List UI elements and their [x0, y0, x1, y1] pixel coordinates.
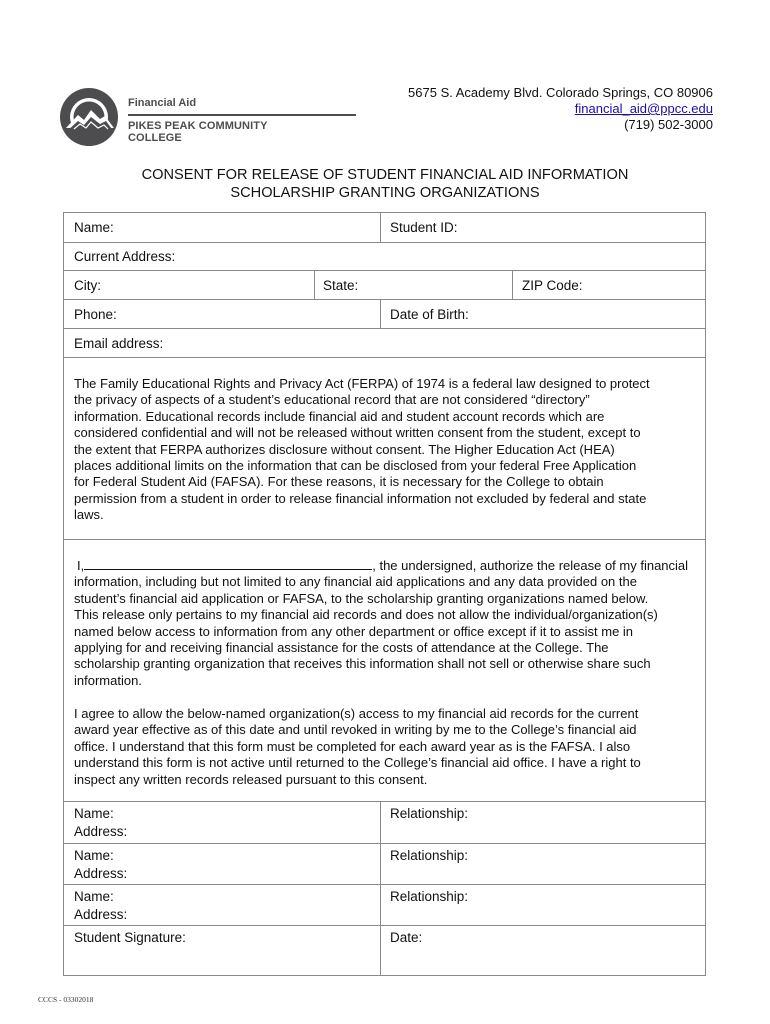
text-line: award year effective as of this date and until revoked in writing by me to the College’s financial aid	[74, 722, 637, 738]
col-divider	[380, 299, 381, 328]
text-line: This release only pertains to my financial aid records and does not allow the individual/organization(s)	[74, 607, 658, 623]
logo-title: Financial Aid	[128, 97, 197, 109]
text-line: considered confidential and will not be released without written consent from the student, except to	[74, 425, 641, 441]
org-2-address-field[interactable]: Address:	[74, 866, 128, 881]
text-line: the privacy of aspects of a student’s educational record that are not considered “directory”	[74, 392, 590, 408]
state-field[interactable]: State:	[323, 278, 359, 293]
text-line: understand this form is not active until returned to the College’s financial aid office. I have a right to	[74, 755, 641, 771]
col-divider	[380, 801, 381, 976]
org-1-name-field[interactable]: Name:	[74, 806, 114, 821]
row-divider	[64, 242, 705, 243]
row-divider	[64, 884, 705, 885]
city-field[interactable]: City:	[74, 278, 101, 293]
row-divider	[64, 299, 705, 300]
student-name-blank[interactable]	[84, 557, 372, 570]
college-logo	[60, 88, 320, 148]
agreement-paragraph	[74, 706, 696, 788]
text-line: information. Educational records include financial aid and student account records which are	[74, 408, 605, 424]
student-id-field[interactable]: Student ID:	[390, 220, 458, 235]
text-line: I agree to allow the below-named organization(s) access to my financial aid records for the current	[74, 706, 639, 721]
ferpa-paragraph	[74, 376, 696, 524]
text-line: laws.	[74, 507, 104, 523]
text-line: The Family Educational Rights and Privacy Act (FERPA) of 1974 is a federal law designed to protect	[74, 376, 650, 391]
org-3-name-field[interactable]: Name:	[74, 889, 114, 904]
text-line: information.	[74, 672, 142, 688]
text-line: applying for and receiving financial assistance for the costs of attendance at the College. The	[74, 640, 609, 656]
org-1-relationship-field[interactable]: Relationship:	[390, 806, 469, 821]
contact-block	[408, 85, 713, 133]
section-divider	[64, 801, 705, 802]
phone-number: (719) 502-3000	[624, 117, 713, 132]
col-divider	[314, 270, 315, 299]
org-2-name-field[interactable]: Name:	[74, 848, 114, 863]
col-divider	[512, 270, 513, 299]
text-line: for Federal Student Aid (FAFSA). For these reasons, it is necessary for the College to obtain	[74, 474, 604, 490]
org-3-address-field[interactable]: Address:	[74, 907, 128, 922]
student-signature-field[interactable]: Student Signature:	[74, 930, 186, 945]
form-title: CONSENT FOR RELEASE OF STUDENT FINANCIAL AID INFORMATION	[141, 167, 629, 183]
date-field[interactable]: Date:	[390, 930, 423, 945]
row-divider	[64, 357, 705, 358]
text-line: inspect any written records released pursuant to this consent.	[74, 771, 428, 787]
row-divider	[64, 270, 705, 271]
form-code: CCCS - 03302018	[38, 995, 94, 1004]
text-line: student’s financial aid application or FAFSA, to the scholarship granting organizations named below.	[74, 590, 649, 606]
logo-subtitle: PIKES PEAK COMMUNITY COLLEGE	[128, 120, 268, 144]
email-address-field[interactable]: Email address:	[74, 336, 164, 351]
row-divider	[64, 843, 705, 844]
text-line: named below access to information from any other department or office except if it to assist me in	[74, 623, 634, 639]
org-2-relationship-field[interactable]: Relationship:	[390, 848, 469, 863]
email-link[interactable]: financial_aid@ppcc.edu	[574, 101, 713, 116]
text-line: information, including but not limited to any financial aid applications and any data provided on the	[74, 574, 637, 590]
org-1-address-field[interactable]: Address:	[74, 824, 128, 839]
text-line: the extent that FERPA authorizes disclosure without consent. The Higher Education Act (HEA)	[74, 441, 615, 457]
row-divider	[64, 328, 705, 329]
authorize-prefix: I,	[77, 558, 85, 573]
row-divider	[64, 925, 705, 926]
section-divider	[64, 539, 705, 540]
mountain-logo-icon	[60, 88, 118, 146]
col-divider	[380, 213, 381, 242]
text-line: permission from a student in order to release financial information not excluded by federal and state	[74, 490, 647, 506]
phone-field[interactable]: Phone:	[74, 307, 117, 322]
text-line: scholarship granting organization that receives this information shall not sell or otherwise share such	[74, 656, 651, 672]
consent-form	[63, 212, 706, 976]
text-line: places additional limits on the information that can be disclosed from your federal Free Application	[74, 458, 637, 474]
date-of-birth-field[interactable]: Date of Birth:	[390, 307, 469, 322]
text-line: office. I understand that this form must be completed for each award year as is the FAFSA. I also	[74, 738, 631, 754]
form-subtitle: SCHOLARSHIP GRANTING ORGANIZATIONS	[230, 185, 540, 201]
current-address-field[interactable]: Current Address:	[74, 249, 176, 264]
name-field[interactable]: Name:	[74, 220, 114, 235]
org-3-relationship-field[interactable]: Relationship:	[390, 889, 469, 904]
text-line	[74, 557, 696, 574]
zip-code-field[interactable]: ZIP Code:	[522, 278, 583, 293]
authorize-suffix: , the undersigned, authorize the release of my financial	[372, 558, 689, 573]
authorization-paragraph	[74, 557, 696, 689]
logo-divider	[128, 114, 356, 116]
street-address: 5675 S. Academy Blvd. Colorado Springs, CO 80906	[408, 85, 713, 100]
